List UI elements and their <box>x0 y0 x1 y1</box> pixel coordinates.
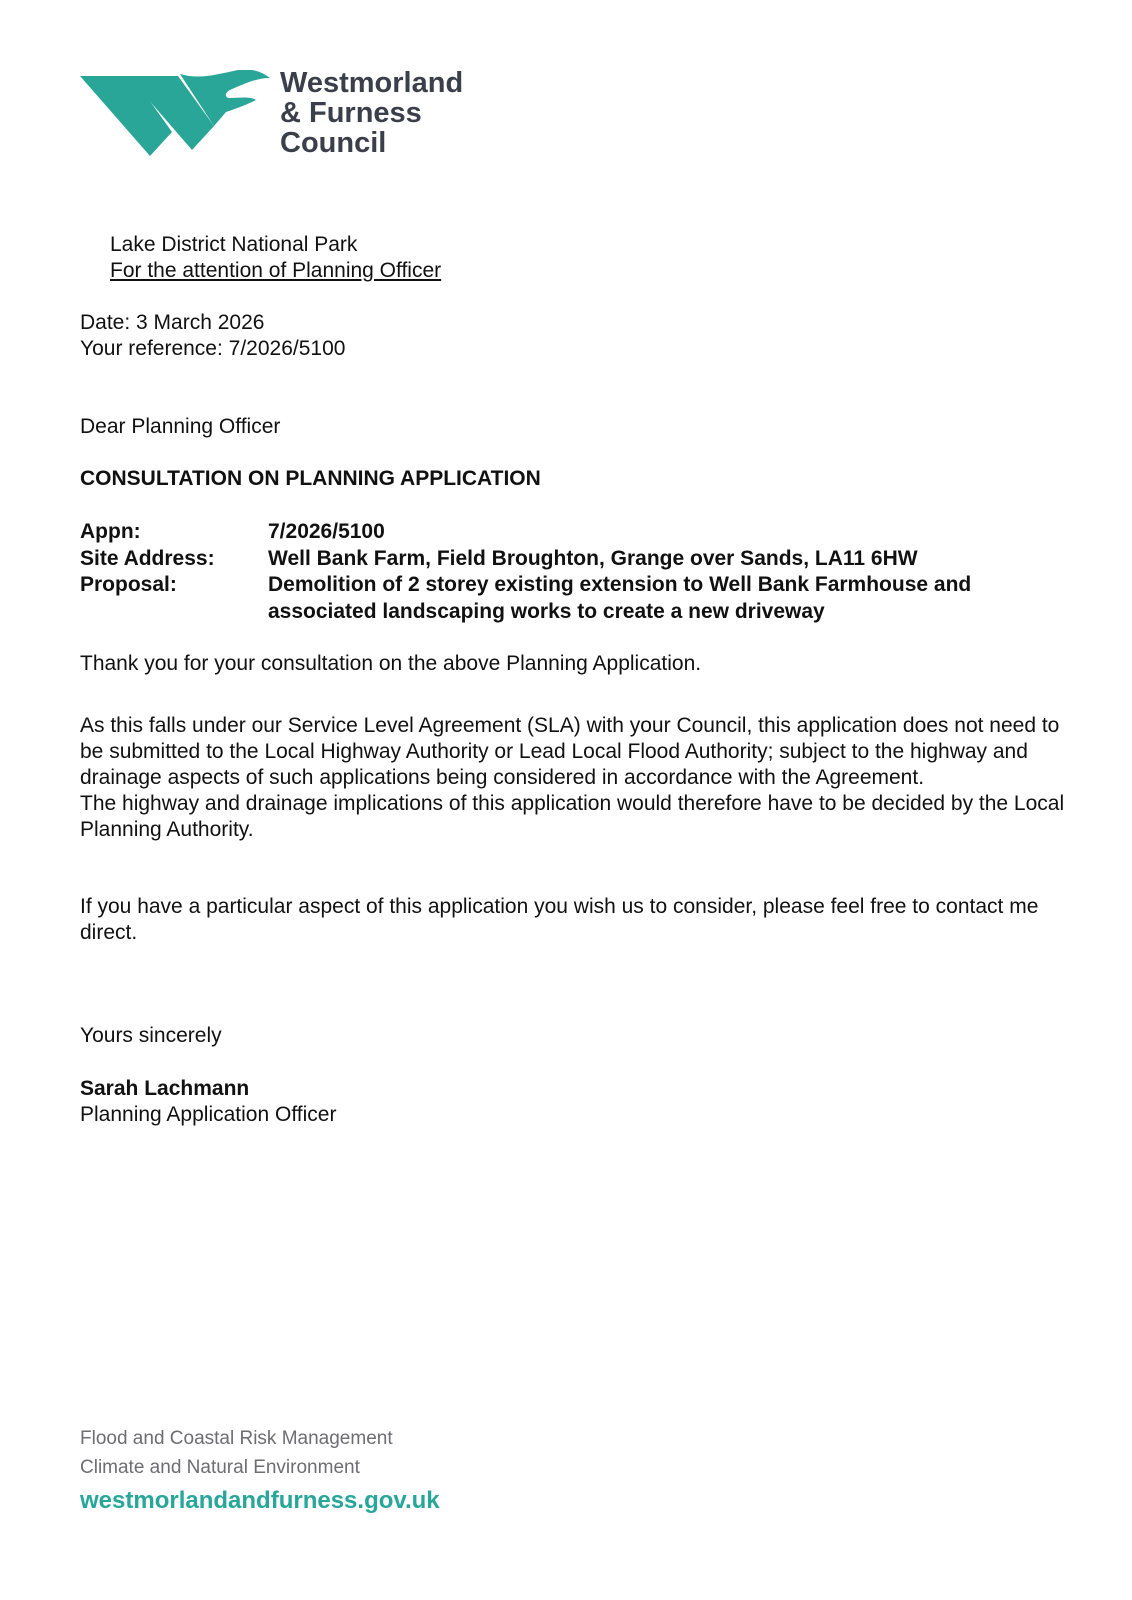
appn-label: Appn: <box>80 520 141 543</box>
detail-row-appn <box>80 519 1060 546</box>
paragraph-sla <box>80 713 1070 843</box>
council-logo <box>80 68 500 168</box>
detail-row-site <box>80 546 1060 573</box>
letter-heading: CONSULTATION ON PLANNING APPLICATION <box>80 467 541 490</box>
recipient-name: Lake District National Park <box>110 233 358 256</box>
site-value: Well Bank Farm, Field Broughton, Grange over Sands, LA11 6HW <box>268 546 918 570</box>
proposal-label: Proposal: <box>80 573 177 596</box>
paragraph-contact: If you have a particular aspect of this application you wish us to consider, please feel free to contact me direct. <box>80 895 1039 944</box>
logo-line-1: Westmorland <box>280 67 464 99</box>
letter-reference: Your reference: 7/2026/5100 <box>80 337 346 360</box>
appn-value: 7/2026/5100 <box>268 520 385 543</box>
proposal-value: Demolition of 2 storey existing extension to Well Bank Farmhouse and associated landscaping works to create a new driveway <box>268 573 972 623</box>
paragraph-thanks: Thank you for your consultation on the above Planning Application. <box>80 652 702 675</box>
site-label: Site Address: <box>80 546 215 570</box>
letter-date: Date: 3 March 2026 <box>80 311 265 334</box>
logo-line-2: & Furness <box>280 97 422 129</box>
footer-website-link[interactable]: westmorlandandfurness.gov.uk <box>80 1487 440 1514</box>
council-emblem-icon <box>80 70 270 160</box>
footer-department-2: Climate and Natural Environment <box>80 1457 360 1478</box>
detail-row-proposal <box>80 572 1060 625</box>
application-details <box>80 519 1060 625</box>
logo-line-3: Council <box>280 127 387 159</box>
paragraph-sla-part-2: The highway and drainage implications of this application would therefore have to be decided by the Local Planning Authority. <box>80 792 1065 841</box>
signer-title: Planning Application Officer <box>80 1103 337 1126</box>
footer <box>80 1424 440 1516</box>
paragraph-sla-part-1: As this falls under our Service Level Agreement (SLA) with your Council, this application does not need to be submitted to the Local Highway Authority or Lead Local Flood Authority; subject to the highway and drainage aspects of such applications being considered in accordance with the Agreement. <box>80 714 1060 789</box>
signer-name: Sarah Lachmann <box>80 1077 250 1100</box>
letter-meta <box>80 310 345 362</box>
recipient-attention: For the attention of Planning Officer <box>110 259 442 282</box>
recipient-block <box>110 232 441 284</box>
footer-department-1: Flood and Coastal Risk Management <box>80 1428 393 1449</box>
salutation: Dear Planning Officer <box>80 415 281 438</box>
signature-block <box>80 1076 336 1128</box>
closing: Yours sincerely <box>80 1024 222 1047</box>
